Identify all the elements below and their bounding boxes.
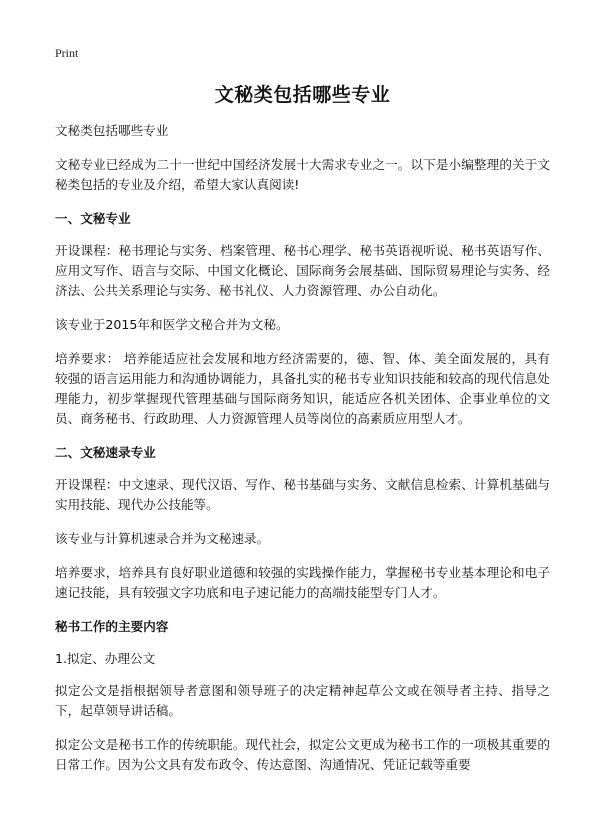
- section-heading-shorthand: 二、文秘速录专业: [55, 445, 156, 460]
- section1-merge: 该专业于2015年和医学文秘合并为文秘。: [55, 317, 289, 332]
- page-title: 文秘类包括哪些专业: [214, 84, 391, 106]
- print-link[interactable]: Print: [55, 46, 79, 60]
- section2-goal: 培养要求，培养具有良好职业道德和较强的实践操作能力，掌握秘书专业基本理论和电子速记技能，具有较强文字功底和电子速记能力的高端技能型专门人才。: [55, 565, 550, 600]
- duty-paragraph-2: 拟定公文是秘书工作的传统职能。现代社会，拟定公文更成为秘书工作的一项极其重要的日常工作。因为公文具有发布政令、传达意图、沟通情况、凭证记载等重要: [55, 737, 550, 772]
- intro-paragraph: 文秘专业已经成为二十一世纪中国经济发展十大需求专业之一。以下是小编整理的关于文秘类包括的专业及介绍，希望大家认真阅读!: [55, 157, 550, 192]
- document-body: [55, 80, 550, 789]
- section2-merge: 该专业与计算机速录合并为文秘速录。: [55, 531, 270, 546]
- section-heading-duties: 秘书工作的主要内容: [55, 619, 169, 634]
- section1-goal: 培养要求： 培养能适应社会发展和地方经济需要的，德、智、体、美全面发展的，具有较强的语言运用能力和沟通协调能力，具备扎实的秘书专业知识技能和较高的现代信息处理能力，初步掌握现代管理基础与国际商务知识，能适应各机关团体、企事业单位的文员、商务秘书、行政助理、人力资源管理人员等岗位的高素质应用型人才。: [55, 351, 550, 426]
- section2-courses: 开设课程：中文速录、现代汉语、写作、秘书基础与实务、文献信息检索、计算机基础与实用技能、现代办公技能等。: [55, 477, 550, 512]
- section-heading-secretary: 一、文秘专业: [55, 211, 131, 226]
- duty-paragraph-1: 拟定公文是指根据领导者意图和领导班子的决定精神起草公文或在领导者主持、指导之下，起草领导讲话稿。: [55, 683, 550, 718]
- section1-courses: 开设课程：秘书理论与实务、档案管理、秘书心理学、秘书英语视听说、秘书英语写作、应用文写作、语言与交际、中国文化概论、国际商务会展基础、国际贸易理论与实务、经济法、公共关系理论与实务、秘书礼仪、人力资源管理、办公自动化。: [55, 243, 550, 298]
- subtitle: 文秘类包括哪些专业: [55, 123, 169, 138]
- duty-item-1: 1.拟定、办理公文: [55, 651, 156, 666]
